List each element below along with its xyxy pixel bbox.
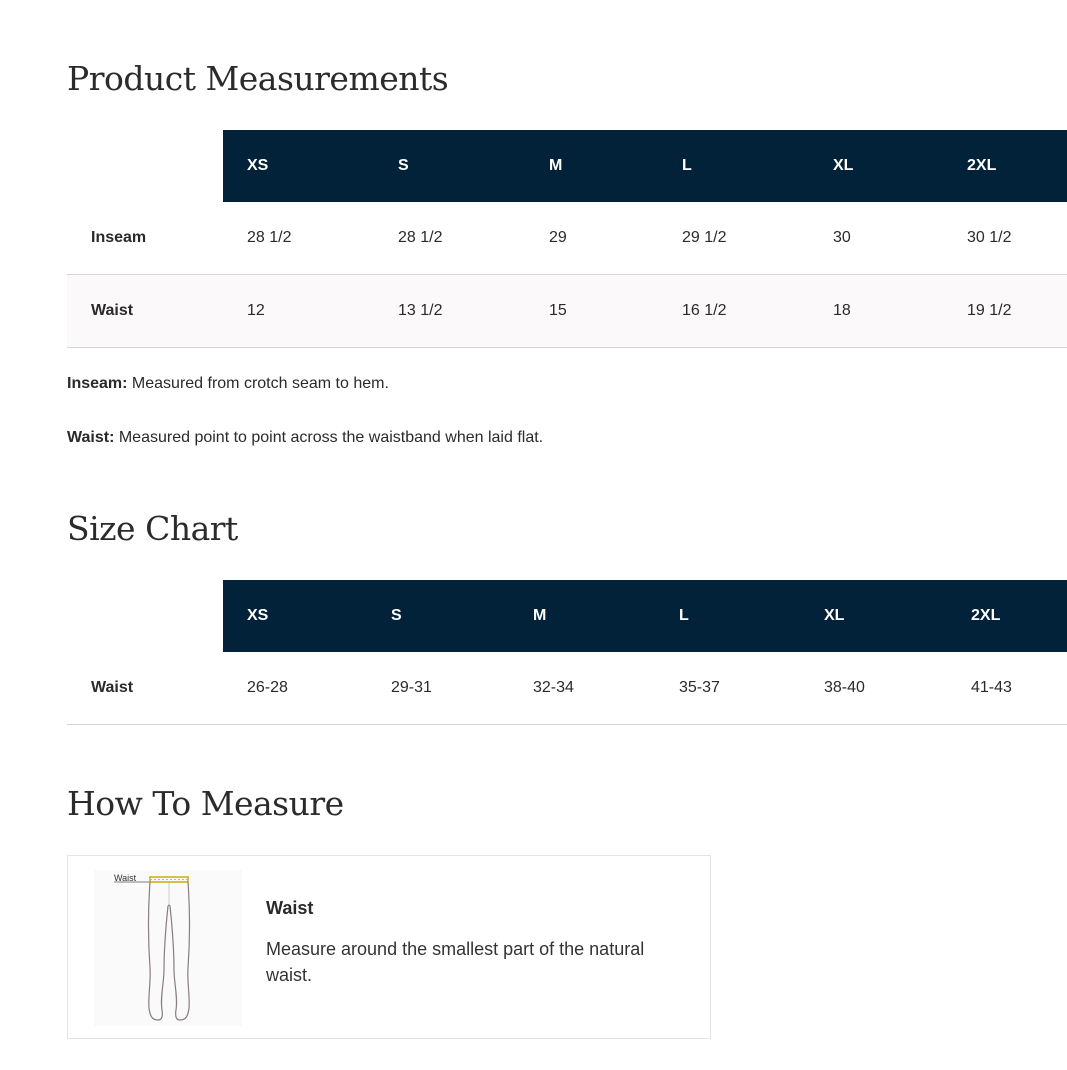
leggings-diagram-illustration bbox=[94, 870, 242, 1026]
inseam-note bbox=[67, 375, 389, 393]
table-cell: 41-43 bbox=[947, 652, 1067, 725]
header-blank-cell bbox=[67, 580, 223, 652]
table-header-row bbox=[67, 130, 1067, 202]
note-term: Waist: bbox=[67, 429, 115, 446]
table-cell: 30 bbox=[809, 202, 943, 275]
table-cell: 19 1/2 bbox=[943, 275, 1067, 348]
size-header-xl: XL bbox=[809, 130, 943, 202]
table-cell: 29 bbox=[525, 202, 658, 275]
note-text: Measured point to point across the waistband when laid flat. bbox=[114, 429, 544, 446]
table-cell: 30 1/2 bbox=[943, 202, 1067, 275]
table-row-waist bbox=[67, 652, 1067, 725]
note-text: Measured from crotch seam to hem. bbox=[127, 375, 389, 392]
size-header-l: L bbox=[658, 130, 809, 202]
table-cell: 26-28 bbox=[223, 652, 367, 725]
table-header-row bbox=[67, 580, 1067, 652]
table-cell: 28 1/2 bbox=[223, 202, 374, 275]
size-chart-table bbox=[67, 580, 1067, 725]
size-header-xs: XS bbox=[223, 130, 374, 202]
size-header-l: L bbox=[655, 580, 800, 652]
size-header-s: S bbox=[374, 130, 525, 202]
table-cell: 35-37 bbox=[655, 652, 800, 725]
how-to-measure-title: How To Measure bbox=[67, 784, 344, 823]
table-cell: 32-34 bbox=[509, 652, 655, 725]
size-header-xl: XL bbox=[800, 580, 947, 652]
row-label: Waist bbox=[67, 275, 223, 348]
size-header-2xl: 2XL bbox=[947, 580, 1067, 652]
table-row-waist bbox=[67, 275, 1067, 348]
size-header-2xl: 2XL bbox=[943, 130, 1067, 202]
table-cell: 29-31 bbox=[367, 652, 509, 725]
table-cell: 12 bbox=[223, 275, 374, 348]
table-cell: 13 1/2 bbox=[374, 275, 525, 348]
table-cell: 16 1/2 bbox=[658, 275, 809, 348]
product-measurements-table bbox=[67, 130, 1067, 348]
row-label: Waist bbox=[67, 652, 223, 725]
size-header-xs: XS bbox=[223, 580, 367, 652]
measure-item-description: Measure around the smallest part of the natural waist. bbox=[266, 939, 645, 985]
table-row-inseam bbox=[67, 202, 1067, 275]
measure-card-waist bbox=[67, 855, 711, 1039]
table-cell: 28 1/2 bbox=[374, 202, 525, 275]
leggings-illustration-icon bbox=[94, 870, 242, 1026]
waist-note bbox=[67, 429, 543, 447]
size-header-m: M bbox=[509, 580, 655, 652]
header-blank-cell bbox=[67, 130, 223, 202]
size-chart-title: Size Chart bbox=[67, 509, 238, 548]
size-header-s: S bbox=[367, 580, 509, 652]
table-cell: 38-40 bbox=[800, 652, 947, 725]
table-cell: 29 1/2 bbox=[658, 202, 809, 275]
table-cell: 15 bbox=[525, 275, 658, 348]
note-term: Inseam: bbox=[67, 375, 128, 392]
row-label: Inseam bbox=[67, 202, 223, 275]
table-cell: 18 bbox=[809, 275, 943, 348]
diagram-waist-label: Waist bbox=[114, 873, 137, 883]
measure-item-title: Waist bbox=[266, 898, 314, 918]
product-measurements-title: Product Measurements bbox=[67, 59, 449, 98]
size-header-m: M bbox=[525, 130, 658, 202]
